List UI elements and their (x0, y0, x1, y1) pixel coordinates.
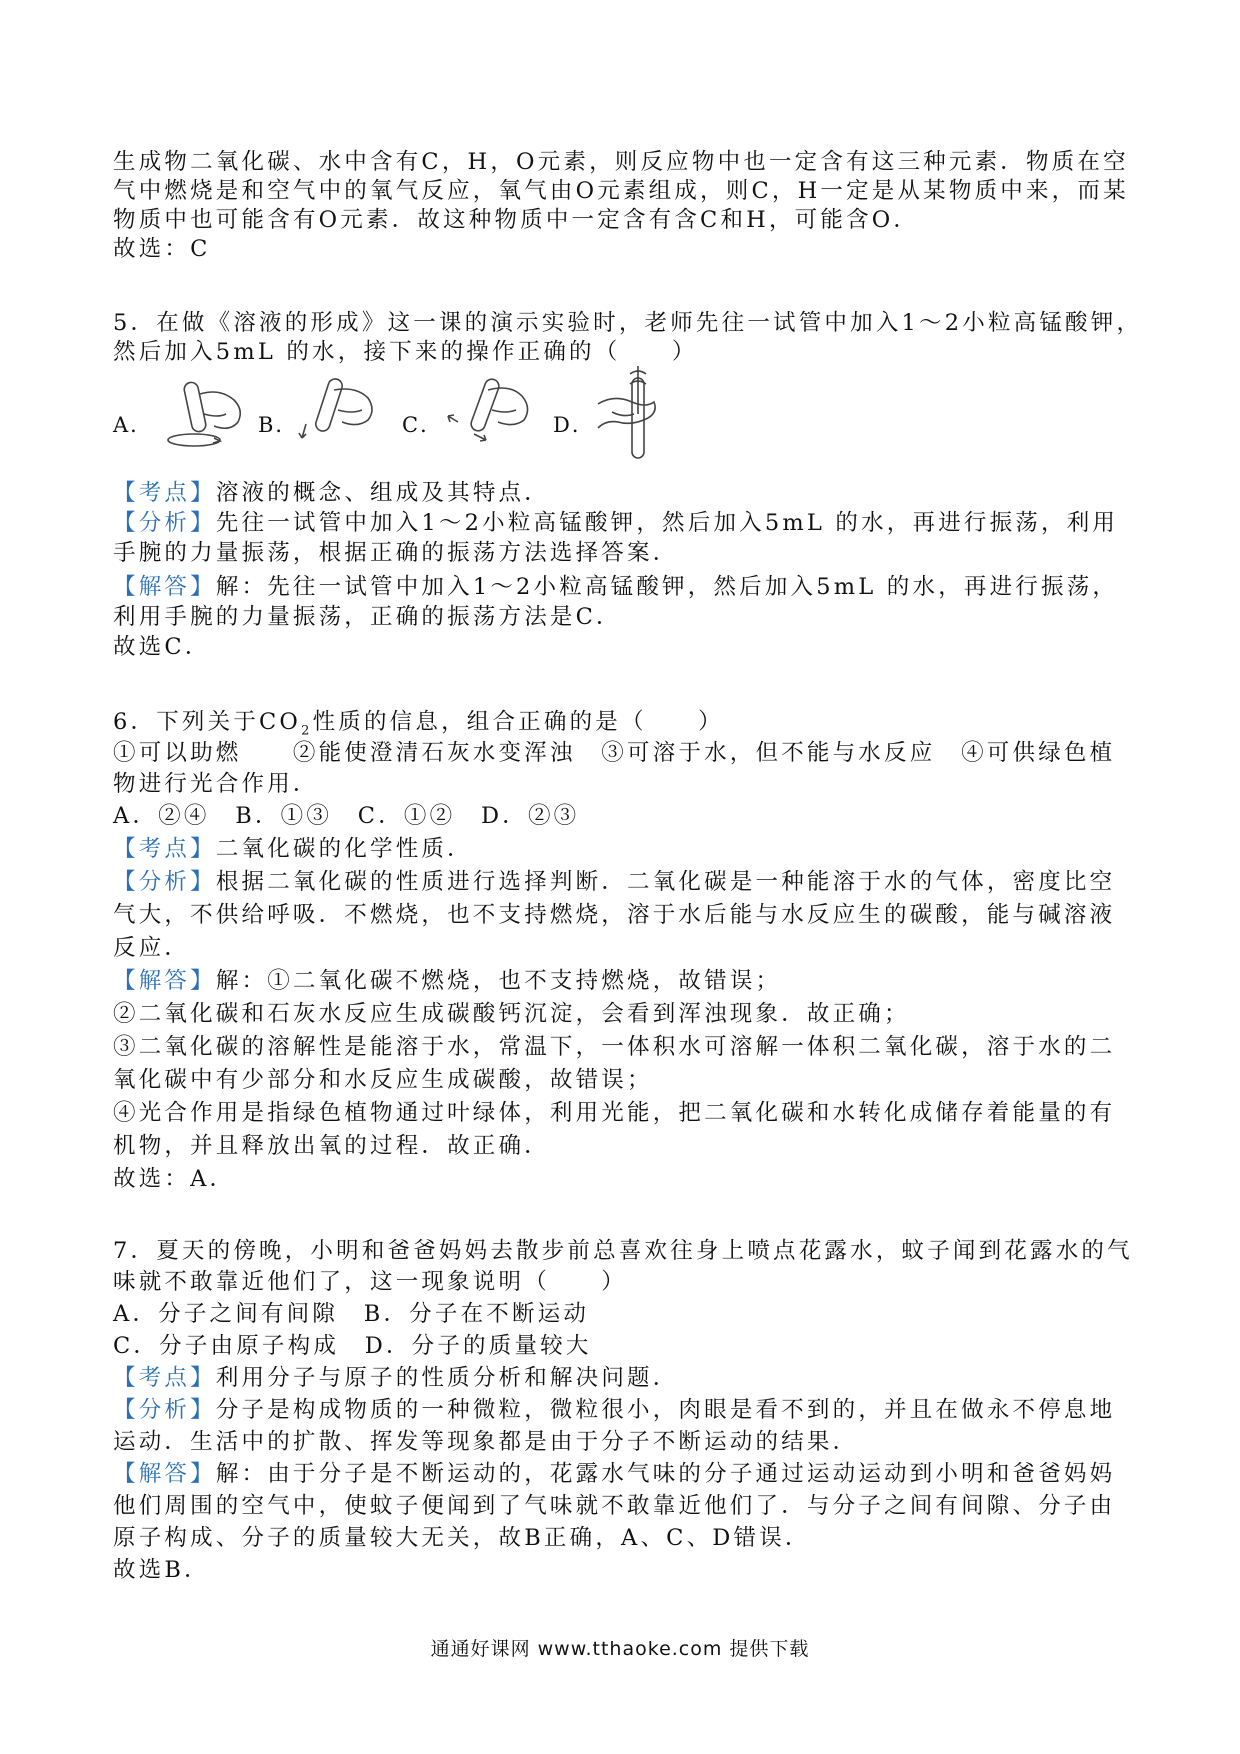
fenxi-tag: 【分析】 (113, 1397, 216, 1423)
kaodian-text: 二氧化碳的化学性质． (215, 836, 473, 862)
test-tube-figure-c (440, 372, 540, 454)
answer-detail-line: ③二氧化碳的溶解性是能溶于水，常温下，一体积水可溶解一体积二氧化碳，溶于水的二 (113, 1034, 1116, 1060)
analysis-line (113, 833, 473, 865)
answer-detail-line (113, 1458, 1115, 1490)
fenxi-tag: 【分析】 (113, 869, 216, 895)
jieda-tag: 【解答】 (113, 1461, 216, 1487)
option-b-label: B． (258, 413, 299, 437)
analysis-line (113, 1362, 678, 1394)
jieda-tag: 【解答】 (113, 968, 216, 994)
option-a-label: A． (113, 413, 154, 437)
jieda-text: 解：由于分子是不断运动的，花露水气味的分子通过运动运动到小明和爸爸妈妈 (215, 1461, 1116, 1487)
test-tube-figure-b (296, 372, 391, 454)
analysis-line (113, 477, 550, 509)
question-6-options: A．②④ B．①③ C．①② D．②③ (113, 803, 580, 829)
question-7-stem: 味就不敢靠近他们了，这一现象说明（ ） (113, 1269, 628, 1295)
answer-detail-line (113, 965, 781, 997)
analysis-line: 手腕的力量振荡，根据正确的振荡方法选择答案． (113, 540, 679, 566)
question-5-stem: 5．在做《溶液的形成》这一课的演示实验时，老师先往一试管中加入1～2小粒高锰酸钾， (113, 310, 1143, 336)
test-tube-figure-a (152, 374, 252, 454)
kaodian-tag: 【考点】 (113, 836, 216, 862)
answer-detail-line: 机物，并且释放出氧的过程．故正确． (113, 1133, 550, 1159)
answer-line: 故选B． (113, 1557, 210, 1583)
answer-line: 故选：C (113, 236, 211, 262)
question-5-stem: 然后加入5mL 的水，接下来的操作正确的（ ） (113, 339, 698, 365)
text-line: 生成物二氧化碳、水中含有C，H，O元素，则反应物中也一定含有这三种元素．物质在空 (113, 149, 1129, 175)
answer-line: 故选：A． (113, 1166, 236, 1192)
option-c-label: C． (402, 413, 444, 437)
answer-detail-line: 氧化碳中有少部分和水反应生成碳酸，故错误； (113, 1067, 653, 1093)
analysis-line (113, 1394, 1115, 1426)
q6-stem-pre: 6．下列关于CO (113, 709, 302, 735)
jieda-tag: 【解答】 (113, 574, 216, 600)
text-line: 物质中也可能含有O元素．故这种物质中一定含有含C和H，可能含O． (113, 207, 920, 233)
kaodian-tag: 【考点】 (113, 1365, 216, 1391)
fenxi-text: 先往一试管中加入1～2小粒高锰酸钾，然后加入5mL 的水，再进行振荡，利用 (215, 510, 1119, 536)
answer-detail-line: ④光合作用是指绿色植物通过叶绿体，利用光能，把二氧化碳和水转化成储存着能量的有 (113, 1100, 1116, 1126)
kaodian-text: 利用分子与原子的性质分析和解决问题． (215, 1365, 679, 1391)
fenxi-text: 分子是构成物质的一种微粒，微粒很小，肉眼是看不到的，并且在做永不停息地 (215, 1397, 1116, 1423)
q6-stem-post: 性质的信息，组合正确的是（ ） (312, 709, 724, 735)
kaodian-tag: 【考点】 (113, 480, 216, 506)
test-tube-figure-d (592, 364, 672, 464)
jieda-text: 解：①二氧化碳不燃烧，也不支持燃烧，故错误； (215, 968, 782, 994)
analysis-line: 运动．生活中的扩散、挥发等现象都是由于分子不断运动的结果． (113, 1429, 859, 1455)
option-d-label: D． (553, 413, 595, 437)
fenxi-text: 根据二氧化碳的性质进行选择判断．二氧化碳是一种能溶于水的气体，密度比空 (215, 869, 1116, 895)
analysis-line (113, 866, 1115, 898)
question-6-stem: ①可以助燃 ②能使澄清石灰水变浑浊 ③可溶于水，但不能与水反应 ④可供绿色植 (113, 740, 1116, 766)
analysis-line: 反应． (113, 935, 191, 961)
analysis-line (113, 507, 1118, 539)
page-footer: 通通好课网 www.tthaoke.com 提供下载 (430, 1638, 810, 1660)
text-line: 气中燃烧是和空气中的氧气反应，氧气由O元素组成，则C，H一定是从某物质中来，而某 (113, 178, 1129, 204)
kaodian-text: 溶液的概念、组成及其特点． (215, 480, 550, 506)
answer-detail-line: 利用手腕的力量振荡，正确的振荡方法是C． (113, 604, 622, 630)
fenxi-tag: 【分析】 (113, 510, 216, 536)
question-7-options: C．分子由原子构成 D．分子的质量较大 (113, 1333, 592, 1359)
q6-subscript: 2 (301, 723, 313, 739)
answer-detail-line (113, 571, 1118, 603)
question-6-stem: 物进行光合作用． (113, 771, 319, 797)
jieda-text: 解：先往一试管中加入1～2小粒高锰酸钾，然后加入5mL 的水，再进行振荡， (215, 574, 1119, 600)
question-7-options: A．分子之间有间隙 B．分子在不断运动 (113, 1301, 590, 1327)
analysis-line: 气大，不供给呼吸．不燃烧，也不支持燃烧，溶于水后能与水反应生的碳酸，能与碱溶液 (113, 902, 1116, 928)
answer-detail-line: ②二氧化碳和石灰水反应生成碳酸钙沉淀，会看到浑浊现象．故正确； (113, 1001, 910, 1027)
question-7-stem: 7．夏天的傍晚，小明和爸爸妈妈去散步前总喜欢往身上喷点花露水，蚊子闻到花露水的气 (113, 1238, 1133, 1264)
answer-detail-line: 原子构成、分子的质量较大无关，故B正确，A、C、D错误． (113, 1525, 811, 1551)
answer-detail-line: 他们周围的空气中，使蚊子便闻到了气味就不敢靠近他们了．与分子之间有间隙、分子由 (113, 1493, 1116, 1519)
answer-line: 故选C． (113, 634, 211, 660)
